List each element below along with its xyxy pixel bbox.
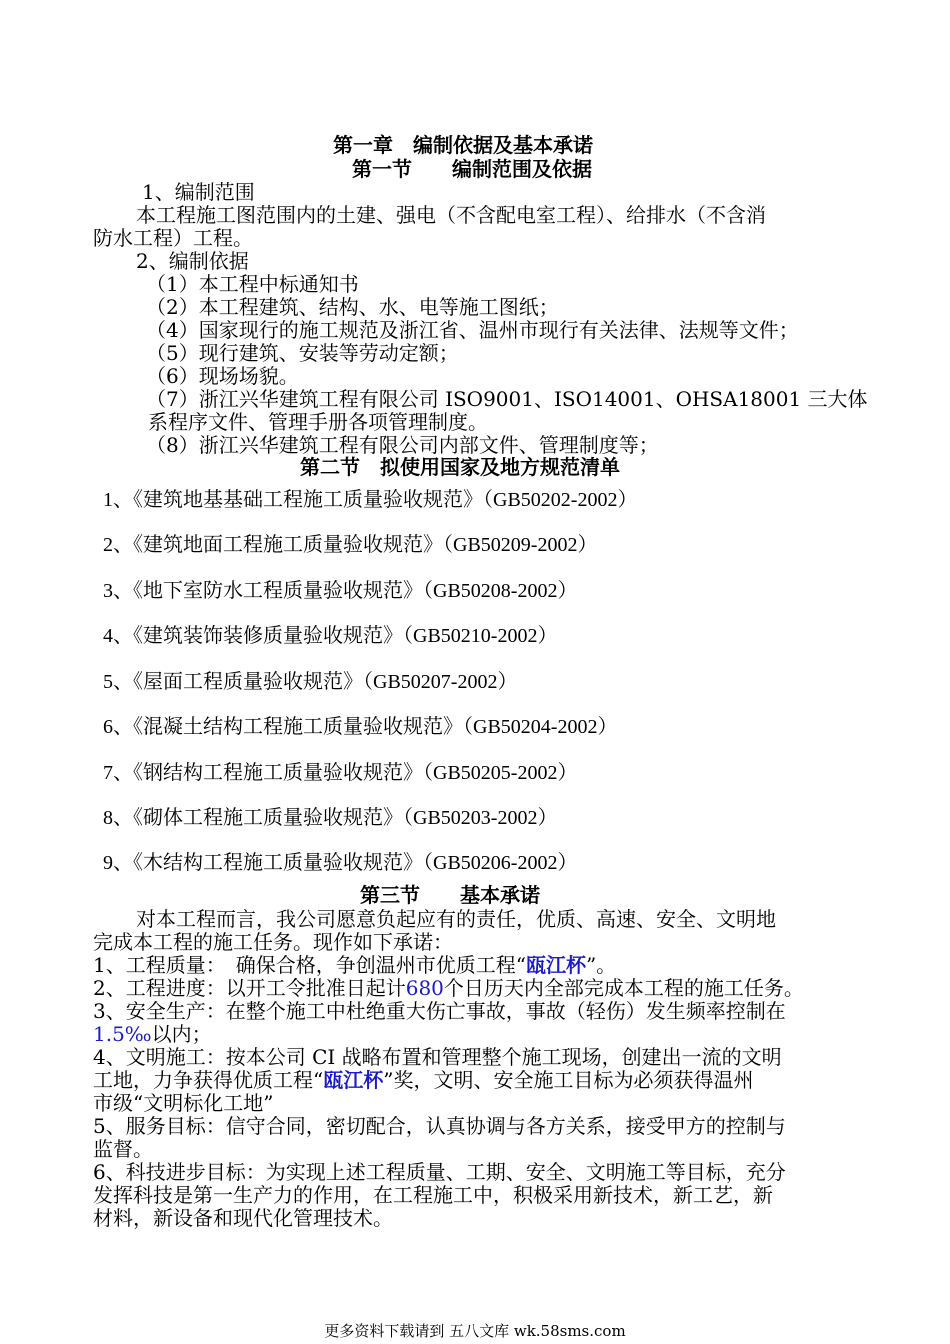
basis-item: （2）本工程建筑、结构、水、电等施工图纸； (146, 295, 559, 319)
basis-heading: 2、编制依据 (136, 249, 249, 273)
commitment-civilized-line2: 工地，力争获得优质工程“瓯江杯”奖，文明、安全施工目标为必须获得温州 (93, 1068, 754, 1092)
basis-item: （1）本工程中标通知书 (146, 272, 359, 296)
chapter-title: 第一章 编制依据及基本承诺 (333, 133, 593, 157)
basis-item: （8）浙江兴华建筑工程有限公司内部文件、管理制度等； (146, 433, 659, 457)
duration-days: 680 (405, 976, 444, 1000)
commitment-tech-line2: 发挥科技是第一生产力的作用，在工程施工中，积极采用新技术，新工艺，新 (93, 1183, 773, 1207)
spec-item: 6、《混凝土结构工程施工质量验收规范》（GB50204-2002） (103, 716, 618, 738)
section2-title: 第二节 拟使用国家及地方规范清单 (300, 455, 620, 479)
basis-item: （6）现场场貌。 (146, 364, 299, 388)
basis-item: （7）浙江兴华建筑工程有限公司 ISO9001、ISO14001、OHSA18001 三大体 (146, 387, 868, 411)
spec-item: 3、《地下室防水工程质量验收规范》（GB50208-2002） (103, 580, 578, 602)
commitment-tech-line1: 6、科技进步目标：为实现上述工程质量、工期、安全、文明施工等目标，充分 (93, 1160, 786, 1184)
commitment-schedule: 2、工程进度：以开工令批准日起计680个日历天内全部完成本工程的施工任务。 (93, 976, 804, 1000)
spec-item: 8、《砌体工程施工质量验收规范》（GB50203-2002） (103, 807, 558, 829)
basis-item: 系程序文件、管理手册各项管理制度。 (148, 410, 488, 434)
commitment-quality: 1、工程质量： 确保合格，争创温州市优质工程“瓯江杯”。 (93, 953, 617, 977)
spec-item: 5、《屋面工程质量验收规范》（GB50207-2002） (103, 671, 518, 693)
section3-title: 第三节 基本承诺 (360, 883, 540, 907)
footer-watermark: 更多资料下载请到 五八文库 wk.58sms.com (324, 1322, 626, 1340)
commitment-civilized-line3: 市级“文明标化工地” (93, 1091, 274, 1115)
scope-text-line2: 防水工程）工程。 (93, 226, 253, 250)
spec-item: 2、《建筑地面工程施工质量验收规范》（GB50209-2002） (103, 534, 598, 556)
ou-jiang-cup-award: 瓯江杯 (323, 1068, 384, 1092)
commitment-tech-line3: 材料，新设备和现代化管理技术。 (93, 1206, 393, 1230)
scope-text-line1: 本工程施工图范围内的土建、强电（不含配电室工程）、给排水（不含消 (136, 203, 766, 227)
spec-item: 4、《建筑装饰装修质量验收规范》（GB50210-2002） (103, 625, 558, 647)
spec-item: 7、《钢结构工程施工质量验收规范》（GB50205-2002） (103, 762, 578, 784)
accident-rate: 1.5‰ (93, 1022, 152, 1046)
basis-item: （4）国家现行的施工规范及浙江省、温州市现行有关法律、法规等文件； (146, 318, 799, 342)
spec-item: 1、《建筑地基基础工程施工质量验收规范》（GB50202-2002） (103, 489, 638, 511)
commitment-service-line1: 5、服务目标：信守合同，密切配合，认真协调与各方关系，接受甲方的控制与 (93, 1114, 786, 1138)
spec-item: 9、《木结构工程施工质量验收规范》（GB50206-2002） (103, 852, 578, 874)
commitment-civilized-line1: 4、文明施工：按本公司 CI 战略布置和管理整个施工现场，创建出一流的文明 (93, 1045, 782, 1069)
ou-jiang-cup-award: 瓯江杯 (525, 953, 586, 977)
section1-title: 第一节 编制范围及依据 (352, 157, 592, 181)
scope-heading: 1、编制范围 (142, 180, 255, 204)
commitment-intro-line2: 完成本工程的施工任务。现作如下承诺： (93, 930, 453, 954)
commitment-service-line2: 监督。 (93, 1137, 153, 1161)
basis-item: （5）现行建筑、安装等劳动定额； (146, 341, 459, 365)
commitment-intro-line1: 对本工程而言，我公司愿意负起应有的责任，优质、高速、安全、文明地 (136, 907, 776, 931)
commitment-safety-line1: 3、安全生产：在整个施工中杜绝重大伤亡事故，事故（轻伤）发生频率控制在 (93, 999, 786, 1023)
commitment-safety-line2: 1.5‰以内； (93, 1022, 212, 1046)
